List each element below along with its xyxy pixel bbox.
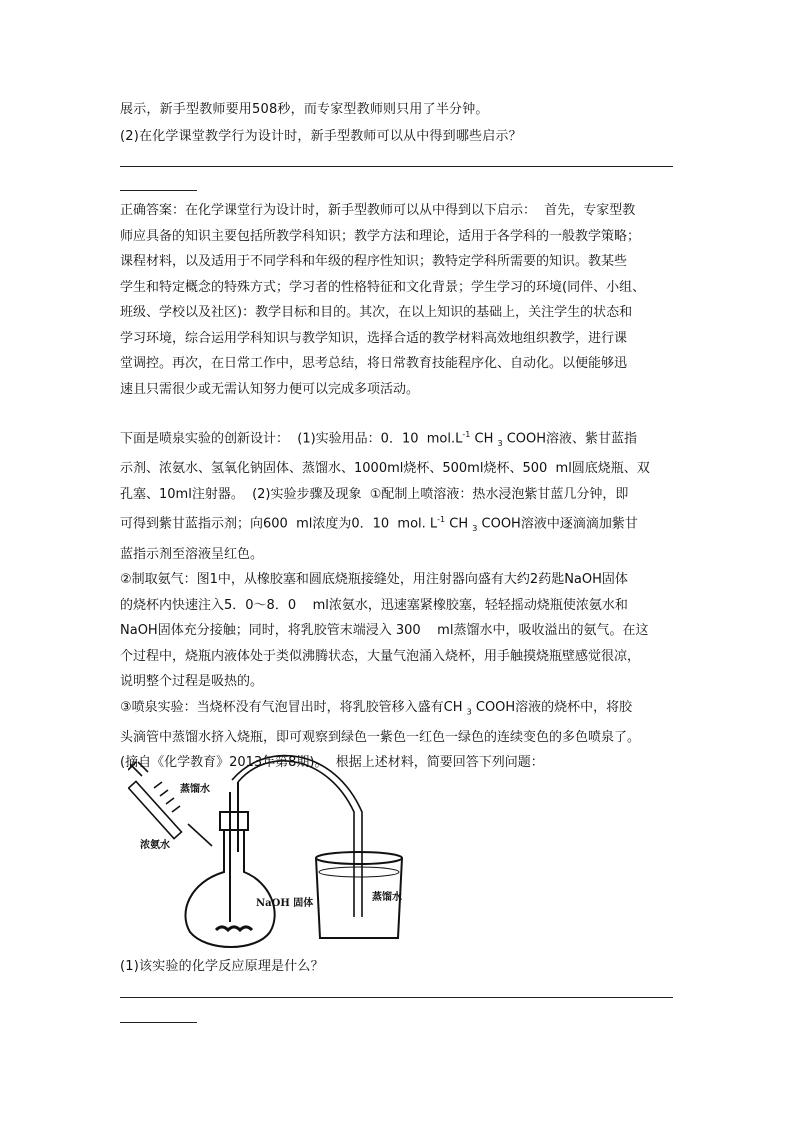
material-line-13: (摘自《化学教育》2013年第8期)。 根据上述材料，简要回答下列问题：: [120, 755, 544, 771]
material-line-7: 的烧杯内快速注入5．0～8．0 ml浓氨水，迅速塞紧橡胶塞，轻轻摇动烧瓶使浓氨水和: [120, 597, 628, 613]
material-line-10: 说明整个过程是吸热的。: [120, 674, 264, 690]
label-ammonia: 浓氨水: [140, 840, 170, 851]
answer-line-q1: [120, 997, 673, 998]
material-block: [120, 422, 680, 776]
syringe-icon: [128, 762, 212, 846]
answer-line-4: 学生和特定概念的特殊方式；学习者的性格特征和文化背景；学生学习的环境(同伴、小组、: [120, 279, 646, 295]
intro-line: 展示，新手型教师要用508秒，而专家型教师则只用了半分钟。: [120, 102, 489, 117]
label-distilled-beaker: 蒸馏水: [372, 892, 402, 903]
material-line-1: 下面是喷泉实验的创新设计： (1)实验用品：0．10 $mol.L^{-1}$ CH $_3$ COOH溶液、紫甘蓝指: [120, 430, 638, 448]
question-2: (2)在化学课堂教学行为设计时，新手型教师可以从中得到哪些启示？: [120, 129, 522, 144]
material-line-9: 个过程中，烧瓶内液体处于类似沸腾状态，大量气泡涌入烧杯，用手触摸烧瓶壁感觉很凉，: [120, 648, 641, 664]
answer-line-q1-short: [120, 1022, 197, 1023]
material-line-11: ③喷泉实验：当烧杯没有气泡冒出时，将乳胶管移入盛有CH $_3$ COOH溶液的烧杯中，将胶: [120, 699, 633, 717]
answer-block: [120, 198, 680, 402]
material-line-8: NaOH固体充分接触；同时，将乳胶管末端浸入 300 ml蒸馏水中，吸收溢出的氨气。在这: [120, 623, 649, 639]
answer-line-5: 班级、学校以及社区)：教学目标和目的。其次，在以上知识的基础上，关注学生的状态和: [120, 305, 633, 320]
answer-line-2: 师应具备的知识主要包括所教学科知识；教学方法和理论，适用于各学科的一般教学策略；: [120, 228, 641, 244]
answer-line-1: 正确答案：在化学课堂行为设计时，新手型教师可以从中得到以下启示： 首先，专家型教: [120, 203, 636, 218]
answer-line: [120, 166, 673, 167]
answer-line-short: [120, 190, 197, 191]
material-line-6: ②制取氨气：图1中，从橡胶塞和圆底烧瓶接缝处，用注射器向盛有大约2药匙NaOH固体: [120, 572, 628, 588]
fountain-apparatus-figure: [128, 752, 428, 952]
answer-line-7: 堂调控。再次，在日常工作中，思考总结，将日常教育技能程序化、自动化。以便能够迅: [120, 356, 628, 371]
latex-tube-icon: [232, 756, 362, 917]
answer-line-8: 速且只需很少或无需认知努力便可以完成多项活动。: [120, 381, 420, 397]
answer-line-6: 学习环境，综合运用学科知识与教学知识，选择合适的教学材料高效地组织教学，进行课: [120, 330, 628, 346]
material-line-3: 孔塞、10ml注射器。 (2)实验步骤及现象 ①配制上喷溶液：热水浸泡紫甘蓝几分钟，即: [120, 486, 629, 502]
material-line-5: 蓝指示剂至溶液呈红色。: [120, 546, 264, 562]
material-line-2: 示剂、浓氨水、氢氧化钠固体、蒸馏水、1000ml烧杯、500ml烧杯、500 ml圆底烧瓶、双: [120, 461, 650, 477]
label-naoh: NaOH 固体: [256, 898, 314, 909]
material-line-4: 可得到紫甘蓝指示剂；向600 ml浓度为0．10 mol. $L^{-1}$ CH $_3$ COOH溶液中逐滴滴加紫甘: [120, 515, 638, 534]
answer-line-3: 课程材料，以及适用于不同学科和年级的程序性知识；教特定学科所需要的知识。教某些: [120, 254, 628, 269]
question-1: (1)该实验的化学反应原理是什么？: [120, 959, 324, 974]
material-line-12: 头滴管中蒸馏水挤入烧瓶，即可观察到绿色一紫色一红色一绿色的连续变色的多色喷泉了。: [120, 729, 641, 745]
label-distilled-top: 蒸馏水: [180, 784, 210, 795]
round-bottom-flask-icon: [185, 782, 274, 947]
